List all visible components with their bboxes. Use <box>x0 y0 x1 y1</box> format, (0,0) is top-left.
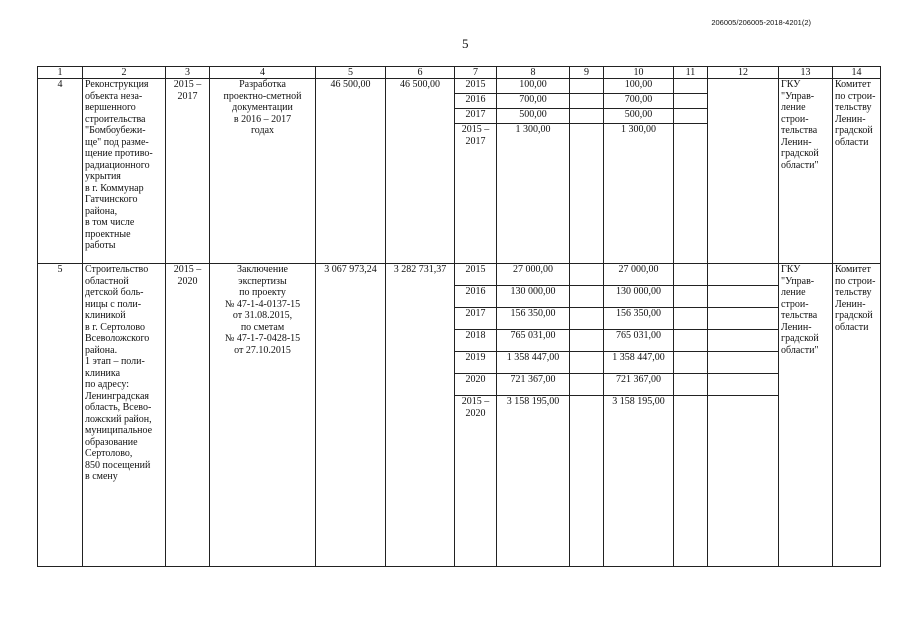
amount-col11 <box>674 330 708 352</box>
amount-total: 765 031,00 <box>497 330 570 352</box>
amount-col9 <box>570 79 604 94</box>
amount-col11 <box>674 79 708 94</box>
document-id: 206005/206005-2018-4201(2) <box>711 18 811 27</box>
amount-col11 <box>674 94 708 109</box>
amount-col12 <box>708 352 779 374</box>
amount-col10: 1 300,00 <box>604 124 674 264</box>
amount-col9 <box>570 264 604 286</box>
amount-col12 <box>708 396 779 567</box>
year-cell: 2017 <box>455 308 497 330</box>
amount-col10: 27 000,00 <box>604 264 674 286</box>
amount-col9 <box>570 109 604 124</box>
amount-col10: 100,00 <box>604 79 674 94</box>
basis-document: Разработка проектно-сметной документации в 2016 – 2017 годах <box>210 79 316 264</box>
amount-total: 500,00 <box>497 109 570 124</box>
amount-total: 27 000,00 <box>497 264 570 286</box>
amount-col11 <box>674 124 708 264</box>
amount-col12 <box>708 308 779 330</box>
estimated-cost: 46 500,00 <box>316 79 386 264</box>
amount-col9 <box>570 352 604 374</box>
column-header: 14 <box>833 67 881 79</box>
amount-col10: 500,00 <box>604 109 674 124</box>
column-header: 13 <box>779 67 833 79</box>
column-header: 10 <box>604 67 674 79</box>
estimated-cost: 3 067 973,24 <box>316 264 386 567</box>
column-header: 4 <box>210 67 316 79</box>
object-description: Реконструкция объекта неза- вершенного строительства "Бомбоубежи- ще" под разме- щение противо- радиационного укрытия в г. Коммунар Гатчинского района, в том числе проектные работы <box>83 79 166 264</box>
year-cell: 2015 – 2020 <box>455 396 497 567</box>
customer: ГКУ "Управ- ление строи- тельства Ленин- градской области" <box>779 79 833 264</box>
year-cell: 2020 <box>455 374 497 396</box>
investment-table <box>37 66 881 567</box>
column-header: 3 <box>166 67 210 79</box>
basis-document: Заключение экспертизы по проекту № 47-1-4-0137-15 от 31.08.2015, по сметам № 47-1-7-0428-15 от 27.10.2015 <box>210 264 316 567</box>
amount-col11 <box>674 308 708 330</box>
amount-total: 3 158 195,00 <box>497 396 570 567</box>
amount-col9 <box>570 124 604 264</box>
column-header: 1 <box>38 67 83 79</box>
period: 2015 – 2020 <box>166 264 210 567</box>
amount-total: 156 350,00 <box>497 308 570 330</box>
column-header: 11 <box>674 67 708 79</box>
column-header: 2 <box>83 67 166 79</box>
amount-col11 <box>674 286 708 308</box>
amount-col9 <box>570 308 604 330</box>
row-number: 5 <box>38 264 83 567</box>
customer: ГКУ "Управ- ление строи- тельства Ленин- градской области" <box>779 264 833 567</box>
amount-col9 <box>570 374 604 396</box>
current-cost: 46 500,00 <box>386 79 455 264</box>
amount-total: 721 367,00 <box>497 374 570 396</box>
amount-col10: 765 031,00 <box>604 330 674 352</box>
amount-col11 <box>674 374 708 396</box>
year-cell: 2016 <box>455 94 497 109</box>
table-row <box>38 79 881 94</box>
amount-col9 <box>570 330 604 352</box>
header-row <box>38 67 881 79</box>
amount-col11 <box>674 109 708 124</box>
amount-col10: 156 350,00 <box>604 308 674 330</box>
page-number: 5 <box>462 36 469 51</box>
year-cell: 2015 – 2017 <box>455 124 497 264</box>
amount-col9 <box>570 94 604 109</box>
column-header: 9 <box>570 67 604 79</box>
amount-col10: 130 000,00 <box>604 286 674 308</box>
column-header: 7 <box>455 67 497 79</box>
amount-col12 <box>708 79 779 264</box>
column-header: 12 <box>708 67 779 79</box>
year-cell: 2016 <box>455 286 497 308</box>
amount-col11 <box>674 396 708 567</box>
column-header: 8 <box>497 67 570 79</box>
year-cell: 2018 <box>455 330 497 352</box>
responsible-authority: Комитет по строи- тельству Ленин- градской области <box>833 264 881 567</box>
amount-col12 <box>708 286 779 308</box>
amount-col9 <box>570 286 604 308</box>
object-description: Строительство областной детской боль- ницы с поли- клиникой в г. Сертолово Всеволожского района. 1 этап – поли- клиника по адресу: Ленинградская область, Всево- ложский район, муниципальное образование Сертолово, 850 посещений в смену <box>83 264 166 567</box>
amount-col10: 1 358 447,00 <box>604 352 674 374</box>
amount-total: 1 300,00 <box>497 124 570 264</box>
current-cost: 3 282 731,37 <box>386 264 455 567</box>
column-header: 5 <box>316 67 386 79</box>
period: 2015 – 2017 <box>166 79 210 264</box>
amount-col9 <box>570 396 604 567</box>
amount-col12 <box>708 264 779 286</box>
amount-col12 <box>708 374 779 396</box>
amount-total: 100,00 <box>497 79 570 94</box>
amount-total: 700,00 <box>497 94 570 109</box>
amount-col11 <box>674 264 708 286</box>
year-cell: 2015 <box>455 264 497 286</box>
table-row <box>38 264 881 286</box>
amount-total: 130 000,00 <box>497 286 570 308</box>
year-cell: 2015 <box>455 79 497 94</box>
amount-col12 <box>708 330 779 352</box>
amount-col11 <box>674 352 708 374</box>
responsible-authority: Комитет по строи- тельству Ленин- градской области <box>833 79 881 264</box>
year-cell: 2017 <box>455 109 497 124</box>
row-number: 4 <box>38 79 83 264</box>
amount-total: 1 358 447,00 <box>497 352 570 374</box>
year-cell: 2019 <box>455 352 497 374</box>
amount-col10: 700,00 <box>604 94 674 109</box>
amount-col10: 3 158 195,00 <box>604 396 674 567</box>
amount-col10: 721 367,00 <box>604 374 674 396</box>
column-header: 6 <box>386 67 455 79</box>
